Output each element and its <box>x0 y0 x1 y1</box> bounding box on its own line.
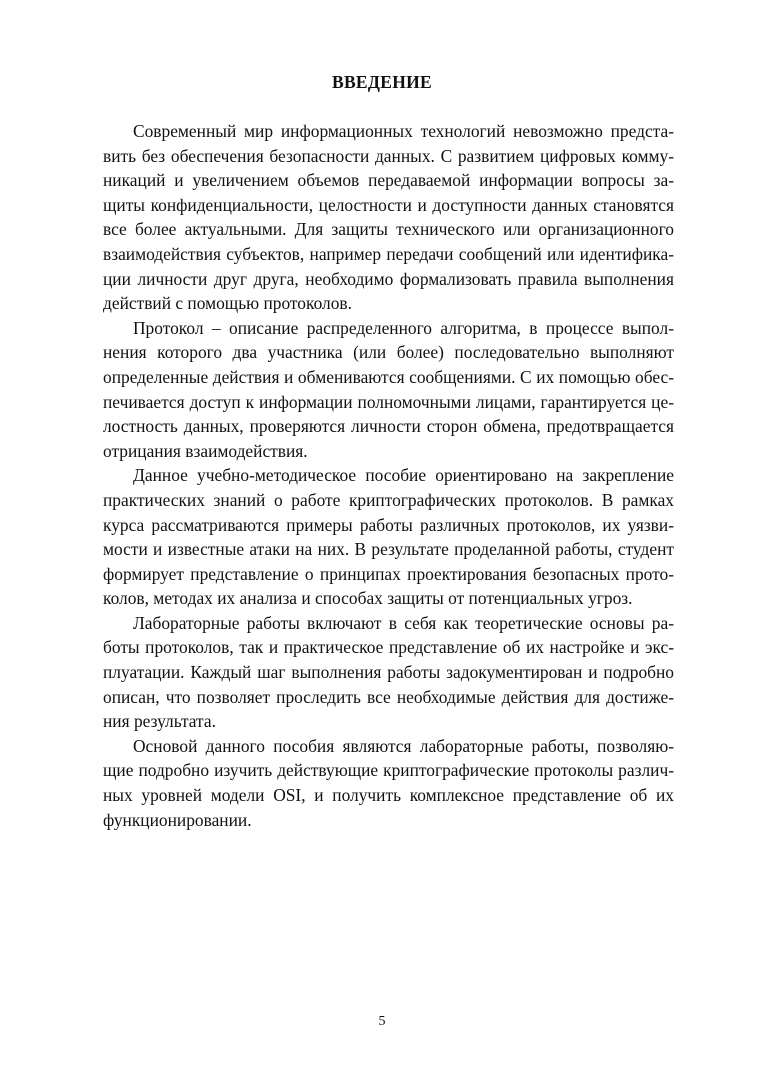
body-text <box>103 119 674 832</box>
text-line: лостность данных, проверяются личности сторон обмена, предотвращается <box>103 416 674 437</box>
text-line: курса рассматриваются примеры работы различных протоколов, их уязви- <box>103 514 674 535</box>
text-line: щиты конфиденциальности, целостности и доступности данных становятся <box>103 194 674 215</box>
paragraph-lab-works <box>103 611 674 734</box>
text-line: нения которого два участника (или более) последовательно выполняют <box>103 342 674 363</box>
text-line: ции личности друг друга, необходимо формализовать правила выполнения <box>103 268 674 289</box>
text-line: практических знаний о работе криптографических протоколов. В рамках <box>103 489 674 510</box>
text-line: функционировании. <box>103 809 252 830</box>
text-line: Основой данного пособия являются лабораторные работы, позволяю- <box>133 735 674 756</box>
paragraph-course-description <box>103 463 674 611</box>
text-line: описан, что позволяет проследить все необходимые действия для достиже- <box>103 686 674 707</box>
paragraph-conclusion <box>103 734 674 832</box>
page-title: ВВЕДЕНИЕ <box>331 72 433 92</box>
text-line: действий с помощью протоколов. <box>103 293 352 314</box>
text-line: определенные действия и обмениваются сообщениями. С их помощью обес- <box>103 366 674 387</box>
text-line: Современный мир информационных технологий невозможно предста- <box>133 121 674 141</box>
text-line: все более актуальными. Для защиты технического или организационного <box>103 219 674 240</box>
page-number: 5 <box>378 1014 386 1029</box>
text-line: мости и известные атаки на них. В результате проделанной работы, студент <box>103 539 674 560</box>
text-line: Лабораторные работы включают в себя как теоретические основы ра- <box>133 612 674 633</box>
text-line: взаимодействия субъектов, например передачи сообщений или идентифика- <box>103 243 674 264</box>
text-line: плуатации. Каждый шаг выполнения работы задокументирован и подробно <box>103 662 674 683</box>
text-line: ния результата. <box>103 711 216 732</box>
text-line: боты протоколов, так и практическое представление об их настройке и экс- <box>103 637 674 658</box>
paragraph-protocol-definition <box>103 316 674 464</box>
text-line: вить без обеспечения безопасности данных. С развитием цифровых комму- <box>103 145 674 166</box>
text-line: колов, методах их анализа и способах защиты от потенциальных угроз. <box>103 588 633 609</box>
text-line: формирует представление о принципах проектирования безопасных прото- <box>103 563 674 584</box>
text-line: Данное учебно-методическое пособие ориентировано на закрепление <box>133 465 674 486</box>
paragraph-intro <box>103 119 674 316</box>
text-line: ных уровней модели OSI, и получить комплексное представление об их <box>103 785 674 806</box>
text-line: никаций и увеличением объемов передаваемой информации вопросы за- <box>103 170 674 191</box>
text-line: щие подробно изучить действующие криптографические протоколы различ- <box>103 760 674 781</box>
text-line: печивается доступ к информации полномочными лицами, гарантируется це- <box>103 391 674 412</box>
text-line: Протокол – описание распределенного алгоритма, в процессе выпол- <box>133 317 674 338</box>
text-line: отрицания взаимодействия. <box>103 440 308 461</box>
